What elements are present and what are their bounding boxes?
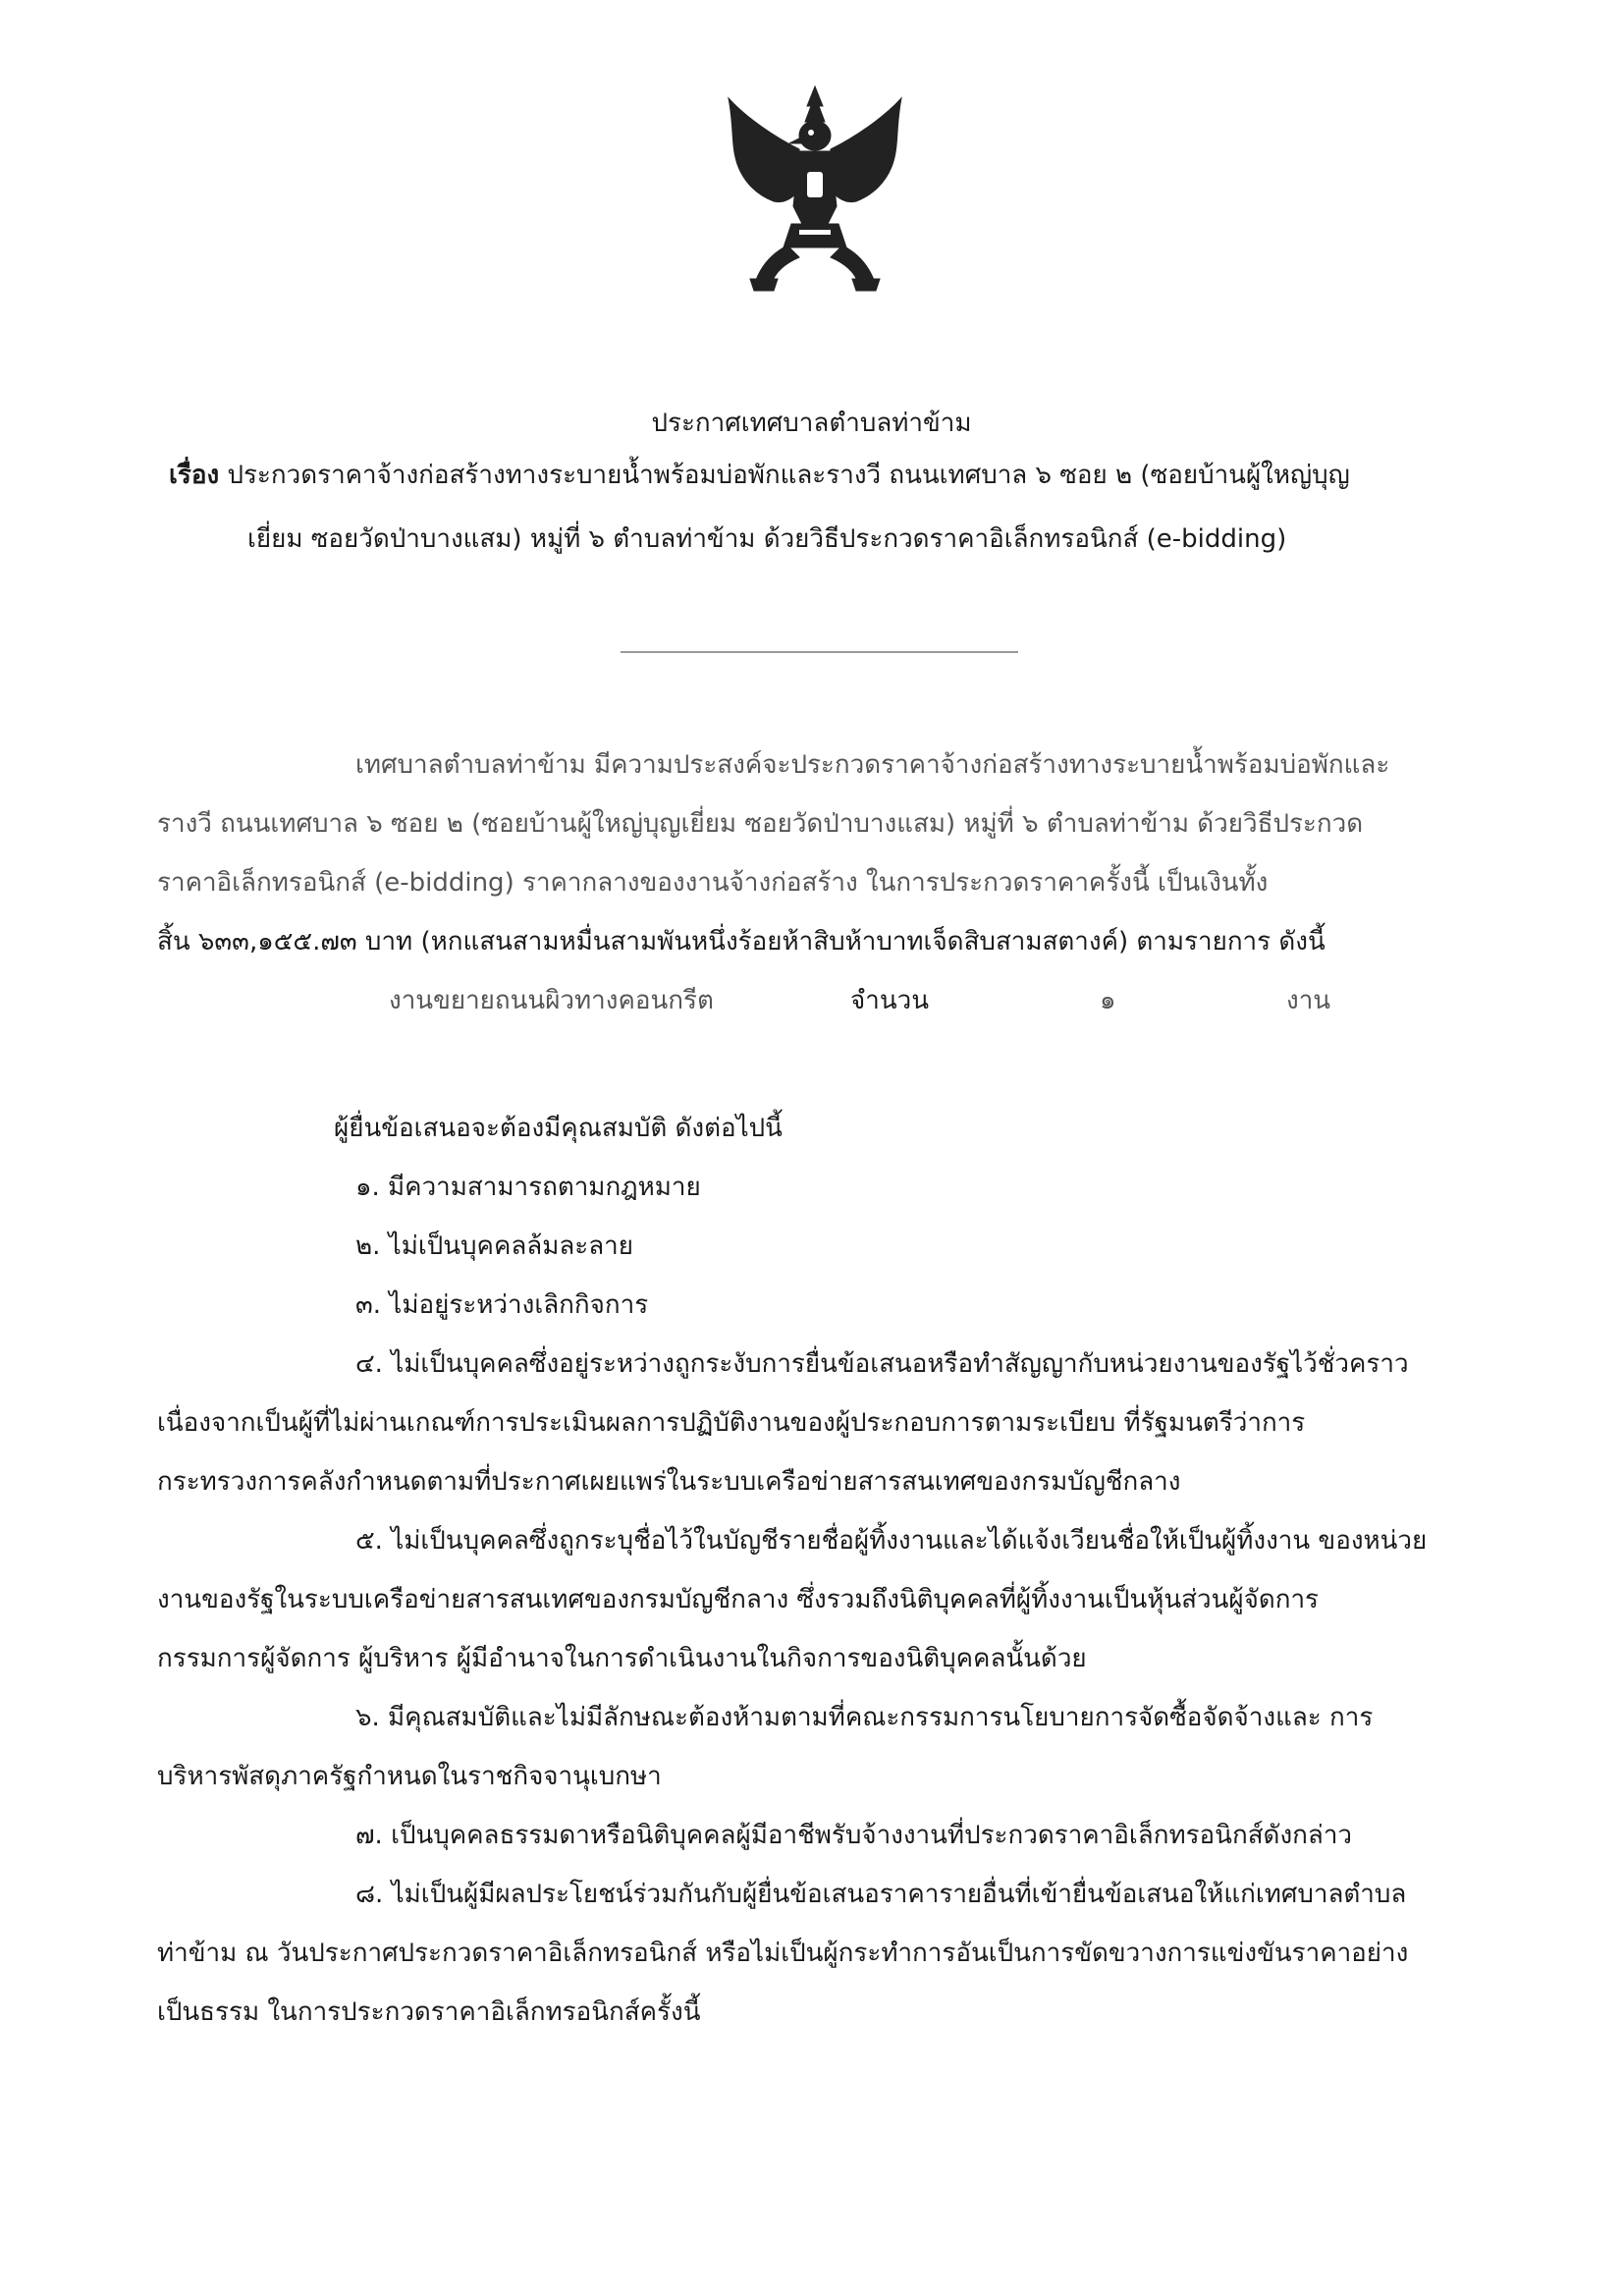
qualification-line: ๗. เป็นบุคคลธรรมดาหรือนิติบุคคลผู้มีอาชีพรับจ้างงานที่ประกวดราคาอิเล็กทรอนิกส์ดังกล่าว [355, 1821, 1353, 1850]
qualification-line: ๑. มีความสามารถตามกฎหมาย [355, 1173, 701, 1202]
intro-line-3: ราคาอิเล็กทรอนิกส์ (e-bidding) ราคากลางของงานจ้างก่อสร้าง ในการประกวดราคาครั้งนี้ เป็นเงินทั้ง [157, 868, 1269, 898]
qualification-line: ๕. ไม่เป็นบุคคลซึ่งถูกระบุชื่อไว้ในบัญชีรายชื่อผู้ทิ้งงานและได้แจ้งเวียนชื่อให้เป็นผู้ทิ้งงาน ของหน่วย [355, 1526, 1428, 1556]
item-unit: งาน [1286, 986, 1331, 1015]
intro-line-1: เทศบาลตำบลท่าข้าม มีความประสงค์จะประกวดราคาจ้างก่อสร้างทางระบายน้ำพร้อมบ่อพักและ [355, 750, 1390, 780]
qualification-line: ๔. ไม่เป็นบุคคลซึ่งอยู่ระหว่างถูกระงับการยื่นข้อเสนอหรือทำสัญญากับหน่วยงานของรัฐไว้ชั่วคราว [355, 1349, 1409, 1379]
item-name: งานขยายถนนผิวทางคอนกรีต [389, 986, 714, 1015]
qualification-line: กรรมการผู้จัดการ ผู้บริหาร ผู้มีอำนาจในการดำเนินงานในกิจการของนิติบุคคลนั้นด้วย [157, 1644, 1087, 1673]
qualification-line: เนื่องจากเป็นผู้ที่ไม่ผ่านเกณฑ์การประเมินผลการปฏิบัติงานของผู้ประกอบการตามระเบียบ ที่รัฐมนตรีว่าการ [157, 1408, 1306, 1438]
subject-label: เรื่อง [169, 461, 220, 490]
qualification-line: บริหารพัสดุภาครัฐกำหนดในราชกิจจานุเบกษา [157, 1762, 662, 1791]
qualifications-heading: ผู้ยื่นข้อเสนอจะต้องมีคุณสมบัติ ดังต่อไปนี้ [334, 1114, 783, 1143]
subject-line-1 [169, 457, 1350, 494]
qualification-line: เป็นธรรม ในการประกวดราคาอิเล็กทรอนิกส์ครั้งนี้ [157, 1997, 701, 2027]
subject-text-1: ประกวดราคาจ้างก่อสร้างทางระบายน้ำพร้อมบ่อพักและรางวี ถนนเทศบาล ๖ ซอย ๒ (ซอยบ้านผู้ใหญ่บุญ [227, 461, 1350, 490]
qualification-line: กระทรวงการคลังกำหนดตามที่ประกาศเผยแพร่ในระบบเครือข่ายสารสนเทศของกรมบัญชีกลาง [157, 1467, 1181, 1497]
document-title: ประกาศเทศบาลตำบลท่าข้าม [651, 409, 972, 438]
garuda-emblem-icon [717, 79, 913, 300]
subject-line-2: เยี่ยม ซอยวัดป่าบางแสม) หมู่ที่ ๖ ตำบลท่าข้าม ด้วยวิธีประกวดราคาอิเล็กทรอนิกส์ (e-bidding) [247, 524, 1287, 554]
item-qty: ๑ [1100, 986, 1116, 1015]
qualification-line: ๓. ไม่อยู่ระหว่างเลิกกิจการ [355, 1290, 649, 1320]
qualification-line: ๒. ไม่เป็นบุคคลล้มละลาย [355, 1231, 634, 1261]
qualification-line: ๖. มีคุณสมบัติและไม่มีลักษณะต้องห้ามตามที่คณะกรรมการนโยบายการจัดซื้อจัดจ้างและ การ [355, 1703, 1374, 1732]
intro-line-4: สิ้น ๖๓๓,๑๕๕.๗๓ บาท (หกแสนสามหมื่นสามพันหนึ่งร้อยห้าสิบห้าบาทเจ็ดสิบสามสตางค์) ตามรายการ ดังนี้ [157, 927, 1325, 957]
intro-line-2: รางวี ถนนเทศบาล ๖ ซอย ๒ (ซอยบ้านผู้ใหญ่บุญเยี่ยม ซอยวัดป่าบางแสม) หมู่ที่ ๖ ตำบลท่าข้าม ด้วยวิธีประกวด [157, 809, 1364, 839]
qualification-line: ๘. ไม่เป็นผู้มีผลประโยชน์ร่วมกันกับผู้ยื่นข้อเสนอราคารายอื่นที่เข้ายื่นข้อเสนอให้แก่เทศบาลตำบล [355, 1880, 1407, 1909]
item-qty-label: จำนวน [850, 986, 929, 1015]
qualification-line: งานของรัฐในระบบเครือข่ายสารสนเทศของกรมบัญชีกลาง ซึ่งรวมถึงนิติบุคคลที่ผู้ทิ้งงานเป็นหุ้นส่วนผู้จัดการ [157, 1585, 1320, 1614]
qualification-line: ท่าข้าม ณ วันประกาศประกวดราคาอิเล็กทรอนิกส์ หรือไม่เป็นผู้กระทำการอันเป็นการขัดขวางการแข่งขันราคาอย่าง [157, 1939, 1409, 1968]
divider-line [621, 651, 1018, 653]
